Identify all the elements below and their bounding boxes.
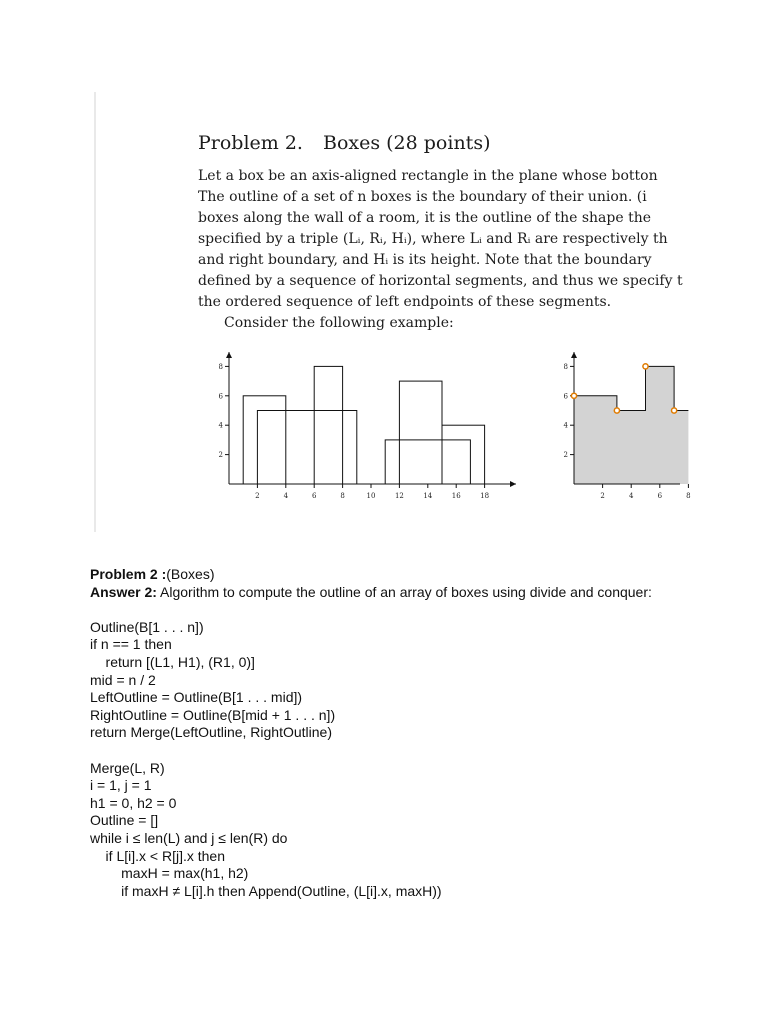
paragraph-line: The outline of a set of n boxes is the boundary of their union. (i	[198, 189, 647, 205]
left-fig-x-tick-label: 18	[480, 492, 490, 500]
code-line: RightOutline = Outline(B[mid + 1 . . . n])	[90, 706, 336, 723]
right-fig-endpoint	[571, 393, 576, 398]
problem-heading-bold: Problem 2 :	[90, 566, 167, 582]
paragraph-line: boxes along the wall of a room, it is the outline of the shape the	[198, 210, 652, 226]
answer-bold: Answer 2:	[90, 583, 157, 600]
answer-rest: Algorithm to compute the outline of an array of boxes using divide and conquer:	[156, 583, 652, 600]
code-line: Outline = []	[90, 812, 159, 829]
code-line	[90, 601, 690, 619]
consider-line: Consider the following example:	[224, 315, 454, 331]
code-line: if n == 1 then	[90, 636, 172, 653]
left-fig-x-tick-label: 2	[255, 492, 260, 500]
left-fig-box	[257, 411, 356, 485]
right-fig-x-tick-label: 2	[600, 492, 605, 500]
page-edge	[94, 92, 96, 532]
right-fig-endpoint	[672, 408, 677, 413]
boxes-figure	[198, 126, 691, 526]
right-fig-endpoint	[614, 408, 619, 413]
left-fig-box	[314, 366, 342, 484]
answer-section	[90, 566, 690, 900]
right-fig-y-arrow	[571, 352, 577, 358]
left-fig-y-tick-label: 4	[218, 421, 223, 430]
left-fig-x-tick-label: 16	[451, 492, 461, 500]
left-fig-box	[243, 396, 286, 484]
code-line: maxH = max(h1, h2)	[90, 865, 249, 882]
left-fig-y-arrow	[226, 352, 232, 358]
right-fig-union-fill	[574, 366, 688, 484]
left-fig-x-tick-label: 10	[366, 492, 376, 500]
code-line: if maxH ≠ L[i].h then Append(Outline, (L[i].x, maxH))	[90, 882, 442, 899]
right-fig-y-tick-label: 8	[563, 362, 568, 371]
paragraph-line: the ordered sequence of left endpoints of these segments.	[198, 294, 612, 310]
left-fig-x-tick-label: 12	[394, 492, 404, 500]
paragraph-line: specified by a triple (Lᵢ, Rᵢ, Hᵢ), where Lᵢ and Rᵢ are respectively th	[198, 231, 668, 247]
problem-label: Problem 2.	[198, 132, 303, 154]
left-fig-y-tick-label: 2	[218, 451, 223, 460]
right-fig-y-tick-label: 4	[563, 421, 568, 430]
code-line: i = 1, j = 1	[90, 777, 152, 794]
code-line	[90, 742, 690, 760]
right-fig-y-tick-label: 2	[563, 451, 568, 460]
pseudocode	[90, 601, 690, 900]
code-line: return [(L1, H1), (R1, 0)]	[90, 653, 255, 670]
code-line: return Merge(LeftOutline, RightOutline)	[90, 724, 332, 741]
answer-intro	[90, 584, 690, 602]
problem-heading	[90, 566, 690, 584]
right-fig-x-tick-label: 8	[686, 492, 691, 500]
left-fig-x-tick-label: 8	[340, 492, 345, 500]
left-fig-x-tick-label: 6	[311, 492, 317, 500]
paragraph-line: and right boundary, and Hᵢ is its height. Note that the boundary	[198, 252, 652, 268]
right-fig-endpoint	[643, 364, 648, 369]
code-line: Outline(B[1 . . . n])	[90, 618, 204, 635]
left-fig-box	[399, 381, 442, 484]
left-fig-x-tick-label: 4	[283, 492, 289, 500]
left-fig-y-tick-label: 6	[218, 392, 223, 401]
left-fig-x-arrow	[510, 481, 516, 487]
left-fig-box	[385, 440, 470, 484]
problem-name: Boxes (28 points)	[322, 132, 491, 154]
paragraph-line: defined by a sequence of horizontal segments, and thus we specify t	[198, 273, 683, 289]
paragraph-line: Let a box be an axis-aligned rectangle in the plane whose botton	[198, 168, 658, 184]
problem-scan	[198, 126, 691, 526]
left-fig-x-tick-label: 14	[423, 492, 433, 500]
right-fig-x-tick-label: 4	[628, 492, 634, 500]
right-fig-x-tick-label: 6	[657, 492, 663, 500]
left-fig-y-tick-label: 8	[218, 362, 223, 371]
code-line: Merge(L, R)	[90, 759, 165, 776]
code-line: mid = n / 2	[90, 671, 156, 688]
code-line: LeftOutline = Outline(B[1 . . . mid])	[90, 689, 303, 706]
code-line: h1 = 0, h2 = 0	[90, 794, 177, 811]
right-fig-y-tick-label: 6	[563, 392, 568, 401]
problem-heading-rest: (Boxes)	[166, 566, 215, 582]
code-line: if L[i].x < R[j].x then	[90, 847, 225, 864]
left-fig-box	[442, 425, 485, 484]
code-line: while i ≤ len(L) and j ≤ len(R) do	[90, 829, 288, 846]
